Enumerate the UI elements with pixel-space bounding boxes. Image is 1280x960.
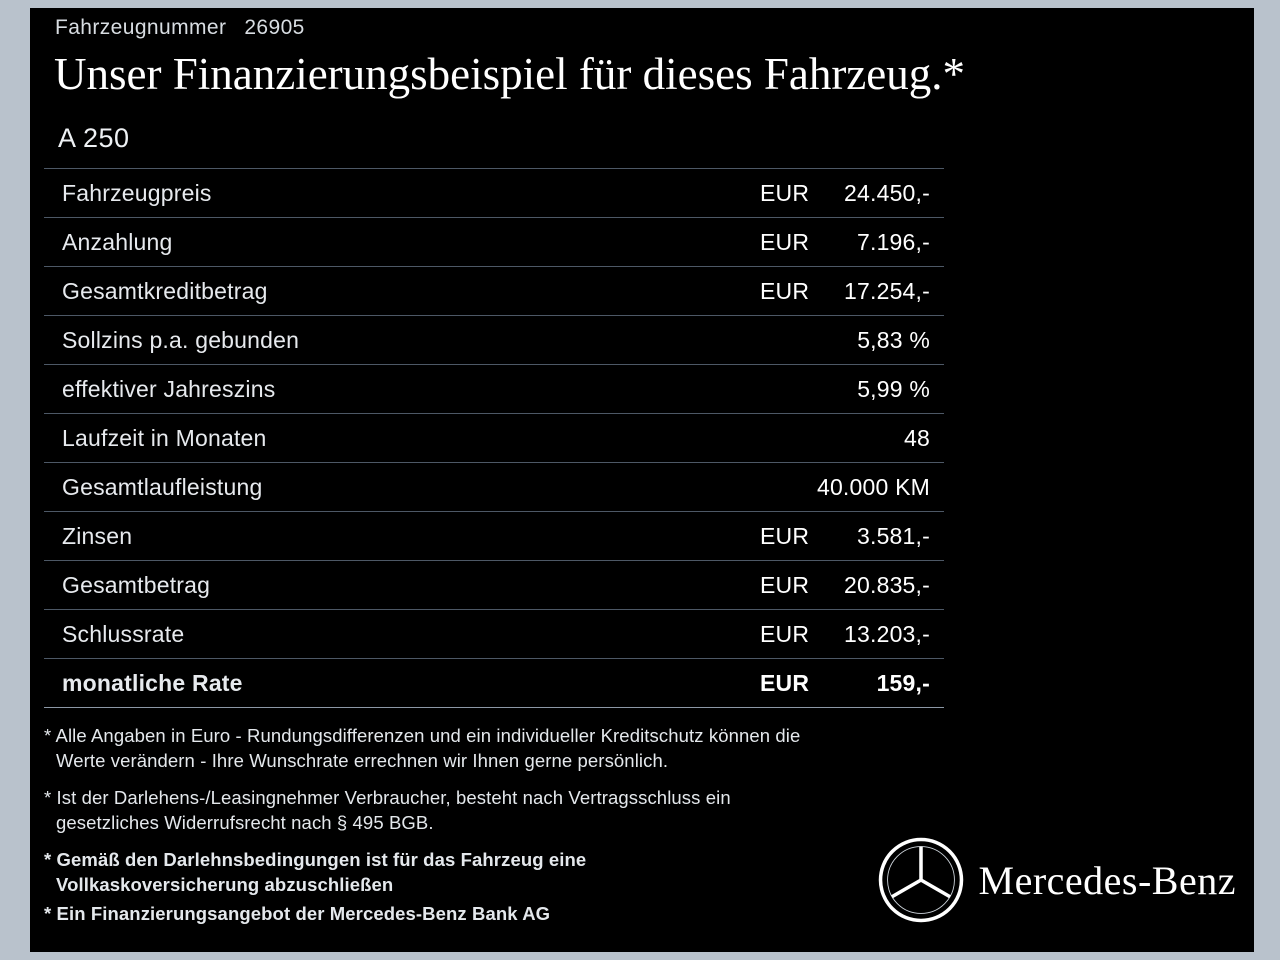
footnote-3-line-1: * Gemäß den Darlehnsbedingungen ist für das Fahrzeug eine xyxy=(44,849,587,870)
row-label: Gesamtbetrag xyxy=(62,571,211,598)
row-currency: EUR xyxy=(760,620,810,647)
row-currency: EUR xyxy=(760,179,810,206)
table-row xyxy=(44,610,944,659)
footnote-3 xyxy=(44,847,974,897)
footnote-2 xyxy=(44,785,974,835)
table-row xyxy=(44,365,944,414)
table-row xyxy=(44,561,944,610)
table-row xyxy=(44,316,944,365)
table-row xyxy=(44,414,944,463)
row-value xyxy=(760,229,944,256)
row-label: Anzahlung xyxy=(62,228,173,255)
vehicle-number-value: 26905 xyxy=(244,16,305,39)
row-value xyxy=(760,376,944,403)
footnote-4: * Ein Finanzierungsangebot der Mercedes-Benz Bank AG xyxy=(44,903,551,924)
table-row xyxy=(44,267,944,316)
row-currency: EUR xyxy=(760,277,810,304)
row-amount: 24.450,- xyxy=(844,179,930,206)
row-label: Sollzins p.a. gebunden xyxy=(62,326,300,353)
table-row xyxy=(44,168,944,218)
finance-sheet xyxy=(30,8,1254,952)
row-value xyxy=(760,474,944,501)
row-currency: EUR xyxy=(760,571,810,598)
row-value xyxy=(760,572,944,599)
table-row xyxy=(44,463,944,512)
mercedes-star-icon xyxy=(877,836,965,924)
row-amount: 13.203,- xyxy=(844,620,930,647)
vehicle-number-label: Fahrzeugnummer xyxy=(55,16,227,39)
row-amount: 5,83 % xyxy=(857,326,930,353)
brand-logo xyxy=(877,836,1236,924)
row-label: Gesamtkreditbetrag xyxy=(62,277,268,304)
row-amount: 5,99 % xyxy=(857,375,930,402)
row-label: Fahrzeugpreis xyxy=(62,179,212,206)
row-label: Gesamtlaufleistung xyxy=(62,473,263,500)
row-label: Zinsen xyxy=(62,522,133,549)
row-amount: 40.000 KM xyxy=(816,473,930,500)
brand-name: Mercedes-Benz xyxy=(978,857,1236,903)
footnote-1-line-1: * Alle Angaben in Euro - Rundungsdifferenzen und ein individueller Kreditschutz können die xyxy=(44,725,801,746)
row-label: Laufzeit in Monaten xyxy=(62,424,267,451)
row-value xyxy=(760,670,944,697)
row-value xyxy=(760,278,944,305)
row-currency: EUR xyxy=(760,669,810,696)
row-amount: 3.581,- xyxy=(856,522,930,549)
row-amount: 159,- xyxy=(876,669,930,696)
table-row xyxy=(44,512,944,561)
row-value xyxy=(760,621,944,648)
footnote-2-line-2: gesetzliches Widerrufsrecht nach § 495 BGB. xyxy=(56,812,434,833)
footnote-1-line-2: Werte verändern - Ihre Wunschrate errechnen wir Ihnen gerne persönlich. xyxy=(56,750,669,771)
row-value xyxy=(760,425,944,452)
vehicle-model: A 250 xyxy=(58,123,130,153)
footnotes xyxy=(44,723,974,926)
row-value xyxy=(760,327,944,354)
row-amount: 7.196,- xyxy=(856,228,930,255)
footnote-2-line-1: * Ist der Darlehens-/Leasingnehmer Verbraucher, besteht nach Vertragsschluss ein xyxy=(44,787,731,808)
row-label: effektiver Jahreszins xyxy=(62,375,276,402)
row-label: Schlussrate xyxy=(62,620,185,647)
vehicle-number xyxy=(55,16,305,40)
row-value xyxy=(760,523,944,550)
row-currency: EUR xyxy=(760,228,810,255)
table-row xyxy=(44,218,944,267)
table-row-monthly-rate xyxy=(44,659,944,708)
footnote-3-line-2: Vollkaskoversicherung abzuschließen xyxy=(56,874,394,895)
row-amount: 48 xyxy=(904,424,930,451)
row-currency: EUR xyxy=(760,522,810,549)
page-title: Unser Finanzierungsbeispiel für dieses Fahrzeug.* xyxy=(54,49,966,99)
footnote-1 xyxy=(44,723,974,773)
row-label: monatliche Rate xyxy=(62,669,243,696)
row-value xyxy=(760,180,944,207)
finance-table xyxy=(44,168,944,708)
row-amount: 20.835,- xyxy=(844,571,930,598)
row-amount: 17.254,- xyxy=(844,277,930,304)
